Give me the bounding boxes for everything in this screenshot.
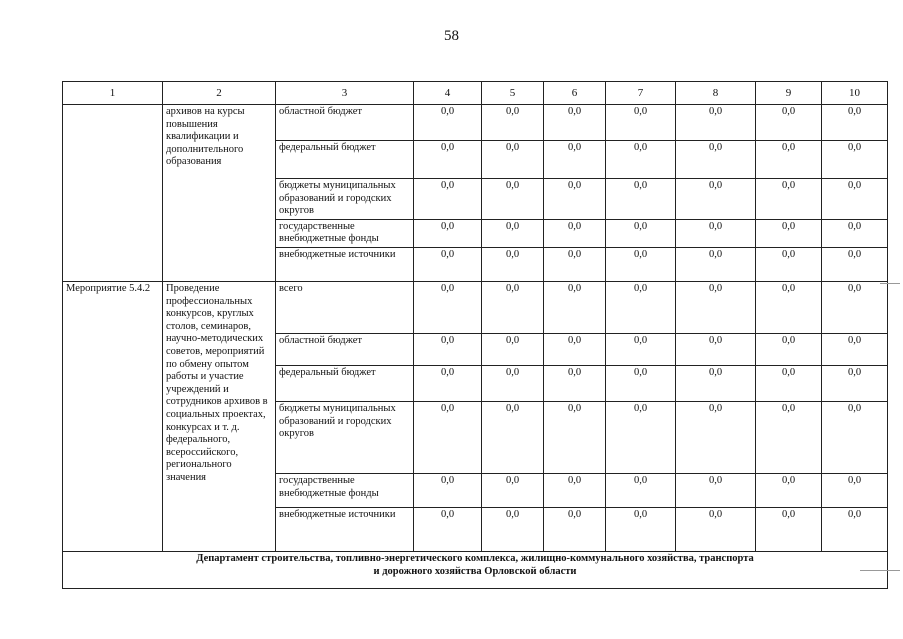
funding-source-cell: внебюджетные источники xyxy=(276,507,414,551)
funding-source-cell: бюджеты муниципальных образований и городских округов xyxy=(276,179,414,220)
value-cell: 0,0 xyxy=(544,333,606,365)
value-cell: 0,0 xyxy=(756,179,822,220)
value-cell: 0,0 xyxy=(822,105,888,141)
value-cell: 0,0 xyxy=(756,247,822,281)
value-cell: 0,0 xyxy=(544,247,606,281)
value-cell: 0,0 xyxy=(676,473,756,507)
measure-description-cell: Проведение профессиональных конкурсов, круглых столов, семинаров, научно-методических советов, мероприятий по обмену опытом работы и участие учреждений и сотрудников архивов в социальных проектах, конкурсах и т. д. федерального, всероссийского, регионального значения xyxy=(163,281,276,551)
value-cell: 0,0 xyxy=(414,473,482,507)
value-cell: 0,0 xyxy=(414,247,482,281)
column-header: 6 xyxy=(544,82,606,105)
value-cell: 0,0 xyxy=(676,333,756,365)
value-cell: 0,0 xyxy=(676,105,756,141)
value-cell: 0,0 xyxy=(414,401,482,473)
funding-source-cell: внебюджетные источники xyxy=(276,247,414,281)
column-header: 3 xyxy=(276,82,414,105)
value-cell: 0,0 xyxy=(482,473,544,507)
value-cell: 0,0 xyxy=(606,507,676,551)
value-cell: 0,0 xyxy=(822,281,888,333)
value-cell: 0,0 xyxy=(544,401,606,473)
value-cell: 0,0 xyxy=(822,401,888,473)
funding-source-cell: государственные внебюджетные фонды xyxy=(276,473,414,507)
value-cell: 0,0 xyxy=(414,507,482,551)
department-heading xyxy=(63,551,888,588)
value-cell: 0,0 xyxy=(676,401,756,473)
value-cell: 0,0 xyxy=(482,219,544,247)
measure-code-cell: Мероприятие 5.4.2 xyxy=(63,281,163,551)
value-cell: 0,0 xyxy=(822,507,888,551)
table-row xyxy=(63,105,888,141)
column-header: 9 xyxy=(756,82,822,105)
value-cell: 0,0 xyxy=(606,401,676,473)
value-cell: 0,0 xyxy=(676,281,756,333)
value-cell: 0,0 xyxy=(756,105,822,141)
value-cell: 0,0 xyxy=(822,333,888,365)
column-header: 5 xyxy=(482,82,544,105)
value-cell: 0,0 xyxy=(676,247,756,281)
column-header: 2 xyxy=(163,82,276,105)
value-cell: 0,0 xyxy=(822,473,888,507)
value-cell: 0,0 xyxy=(756,365,822,401)
value-cell: 0,0 xyxy=(606,281,676,333)
column-header: 4 xyxy=(414,82,482,105)
value-cell: 0,0 xyxy=(606,473,676,507)
value-cell: 0,0 xyxy=(544,179,606,220)
value-cell: 0,0 xyxy=(544,507,606,551)
value-cell: 0,0 xyxy=(822,179,888,220)
value-cell: 0,0 xyxy=(606,247,676,281)
value-cell: 0,0 xyxy=(544,219,606,247)
value-cell: 0,0 xyxy=(606,365,676,401)
value-cell: 0,0 xyxy=(676,179,756,220)
value-cell: 0,0 xyxy=(756,281,822,333)
value-cell: 0,0 xyxy=(676,507,756,551)
value-cell: 0,0 xyxy=(544,141,606,179)
funding-source-cell: государственные внебюджетные фонды xyxy=(276,219,414,247)
page-number: 58 xyxy=(444,28,459,44)
header-row xyxy=(63,82,888,105)
value-cell: 0,0 xyxy=(822,365,888,401)
value-cell: 0,0 xyxy=(414,281,482,333)
value-cell: 0,0 xyxy=(676,219,756,247)
value-cell: 0,0 xyxy=(544,281,606,333)
value-cell: 0,0 xyxy=(756,401,822,473)
value-cell: 0,0 xyxy=(482,247,544,281)
measure-description-cell: архивов на курсы повышения квалификации и дополнительного образования xyxy=(163,105,276,282)
value-cell: 0,0 xyxy=(482,141,544,179)
value-cell: 0,0 xyxy=(606,105,676,141)
department-line-2: и дорожного хозяйства Орловской области xyxy=(373,565,577,577)
funding-source-cell: федеральный бюджет xyxy=(276,141,414,179)
funding-source-cell: областной бюджет xyxy=(276,105,414,141)
margin-mark xyxy=(880,283,900,284)
value-cell: 0,0 xyxy=(414,105,482,141)
value-cell: 0,0 xyxy=(756,507,822,551)
column-header: 8 xyxy=(676,82,756,105)
value-cell: 0,0 xyxy=(414,219,482,247)
value-cell: 0,0 xyxy=(482,401,544,473)
value-cell: 0,0 xyxy=(482,179,544,220)
funding-source-cell: областной бюджет xyxy=(276,333,414,365)
value-cell: 0,0 xyxy=(482,365,544,401)
value-cell: 0,0 xyxy=(482,333,544,365)
department-line-1: Департамент строительства, топливно-энергетического комплекса, жилищно-коммунального хозяйства, транспорта xyxy=(196,552,754,564)
column-header: 10 xyxy=(822,82,888,105)
value-cell: 0,0 xyxy=(756,333,822,365)
funding-source-cell: всего xyxy=(276,281,414,333)
value-cell: 0,0 xyxy=(482,105,544,141)
value-cell: 0,0 xyxy=(822,247,888,281)
value-cell: 0,0 xyxy=(482,281,544,333)
value-cell: 0,0 xyxy=(606,141,676,179)
value-cell: 0,0 xyxy=(756,473,822,507)
column-header: 7 xyxy=(606,82,676,105)
value-cell: 0,0 xyxy=(606,333,676,365)
budget-table xyxy=(62,81,888,589)
value-cell: 0,0 xyxy=(414,365,482,401)
value-cell: 0,0 xyxy=(822,219,888,247)
value-cell: 0,0 xyxy=(676,141,756,179)
value-cell: 0,0 xyxy=(414,333,482,365)
value-cell: 0,0 xyxy=(756,141,822,179)
value-cell: 0,0 xyxy=(544,365,606,401)
department-row xyxy=(63,551,888,588)
value-cell: 0,0 xyxy=(544,473,606,507)
table-row xyxy=(63,281,888,333)
funding-source-cell: федеральный бюджет xyxy=(276,365,414,401)
value-cell: 0,0 xyxy=(756,219,822,247)
value-cell: 0,0 xyxy=(544,105,606,141)
funding-source-cell: бюджеты муниципальных образований и городских округов xyxy=(276,401,414,473)
value-cell: 0,0 xyxy=(414,179,482,220)
value-cell: 0,0 xyxy=(482,507,544,551)
margin-mark xyxy=(860,570,900,571)
value-cell: 0,0 xyxy=(414,141,482,179)
value-cell: 0,0 xyxy=(606,179,676,220)
value-cell: 0,0 xyxy=(606,219,676,247)
value-cell: 0,0 xyxy=(676,365,756,401)
value-cell: 0,0 xyxy=(822,141,888,179)
column-header: 1 xyxy=(63,82,163,105)
measure-code-cell xyxy=(63,105,163,282)
